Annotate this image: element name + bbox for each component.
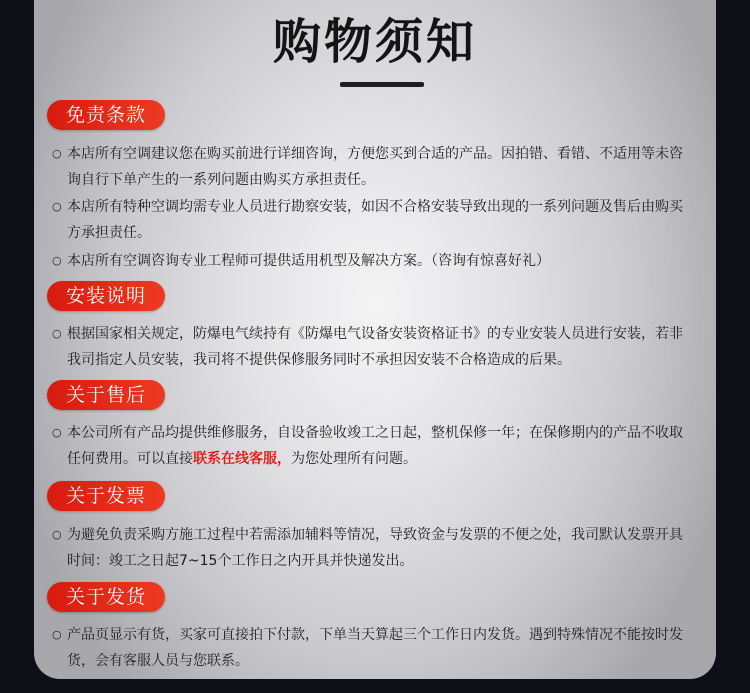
page-title: 购物须知 bbox=[272, 14, 477, 70]
hollow-circle-icon: ○ bbox=[52, 528, 62, 541]
hollow-circle-icon: ○ bbox=[52, 200, 62, 213]
list-item: ○ 本店所有特种空调均需专业人员进行勘察安装，如因不合格安装导致出现的一系列问题及售后由购买方承担责任。 bbox=[52, 194, 692, 246]
section-heading-invoice: 关于发票 bbox=[47, 481, 165, 511]
list-item: ○ 本公司所有产品均提供维修服务，自设备验收竣工之日起，整机保修一年；在保修期内的产品不收取任何费用。可以直接联系在线客服，为您处理所有问题。 bbox=[52, 420, 692, 472]
list-item: ○ 为避免负责采购方施工过程中若需添加辅料等情况，导致资金与发票的不便之处，我司默认发票开具时间：竣工之日起7~15个工作日之内开具并快递发出。 bbox=[52, 522, 692, 574]
list-item: ○ 本店所有空调建议您在购买前进行详细咨询，方便您买到合适的产品。因拍错、看错、不适用等未咨询自行下单产生的一系列问题由购买方承担责任。 bbox=[52, 141, 692, 193]
section-heading-after-sales: 关于售后 bbox=[47, 380, 165, 410]
online-service-link[interactable]: 联系在线客服， bbox=[193, 451, 291, 467]
hollow-circle-icon: ○ bbox=[52, 147, 62, 160]
hollow-circle-icon: ○ bbox=[52, 254, 62, 267]
hollow-circle-icon: ○ bbox=[52, 327, 62, 340]
section-heading-installation: 安装说明 bbox=[47, 281, 165, 311]
list-item: ○ 本店所有空调咨询专业工程师可提供适用机型及解决方案。（咨询有惊喜好礼） bbox=[52, 248, 692, 274]
section-heading-disclaimer: 免责条款 bbox=[47, 100, 165, 130]
list-item: ○ 根据国家相关规定，防爆电气续持有《防爆电气设备安装资格证书》的专业安装人员进行安装，若非我司指定人员安装，我司将不提供保修服务同时不承担因安装不合格造成的后果。 bbox=[52, 321, 692, 373]
list-item: ○ 产品页显示有货，买家可直接拍下付款，下单当天算起三个工作日内发货。遇到特殊情况不能按时发货，会有客服人员与您联系。 bbox=[52, 622, 692, 674]
hollow-circle-icon: ○ bbox=[52, 426, 62, 439]
section-heading-shipping: 关于发货 bbox=[47, 582, 165, 612]
hollow-circle-icon: ○ bbox=[52, 628, 62, 641]
title-underline bbox=[340, 82, 424, 87]
